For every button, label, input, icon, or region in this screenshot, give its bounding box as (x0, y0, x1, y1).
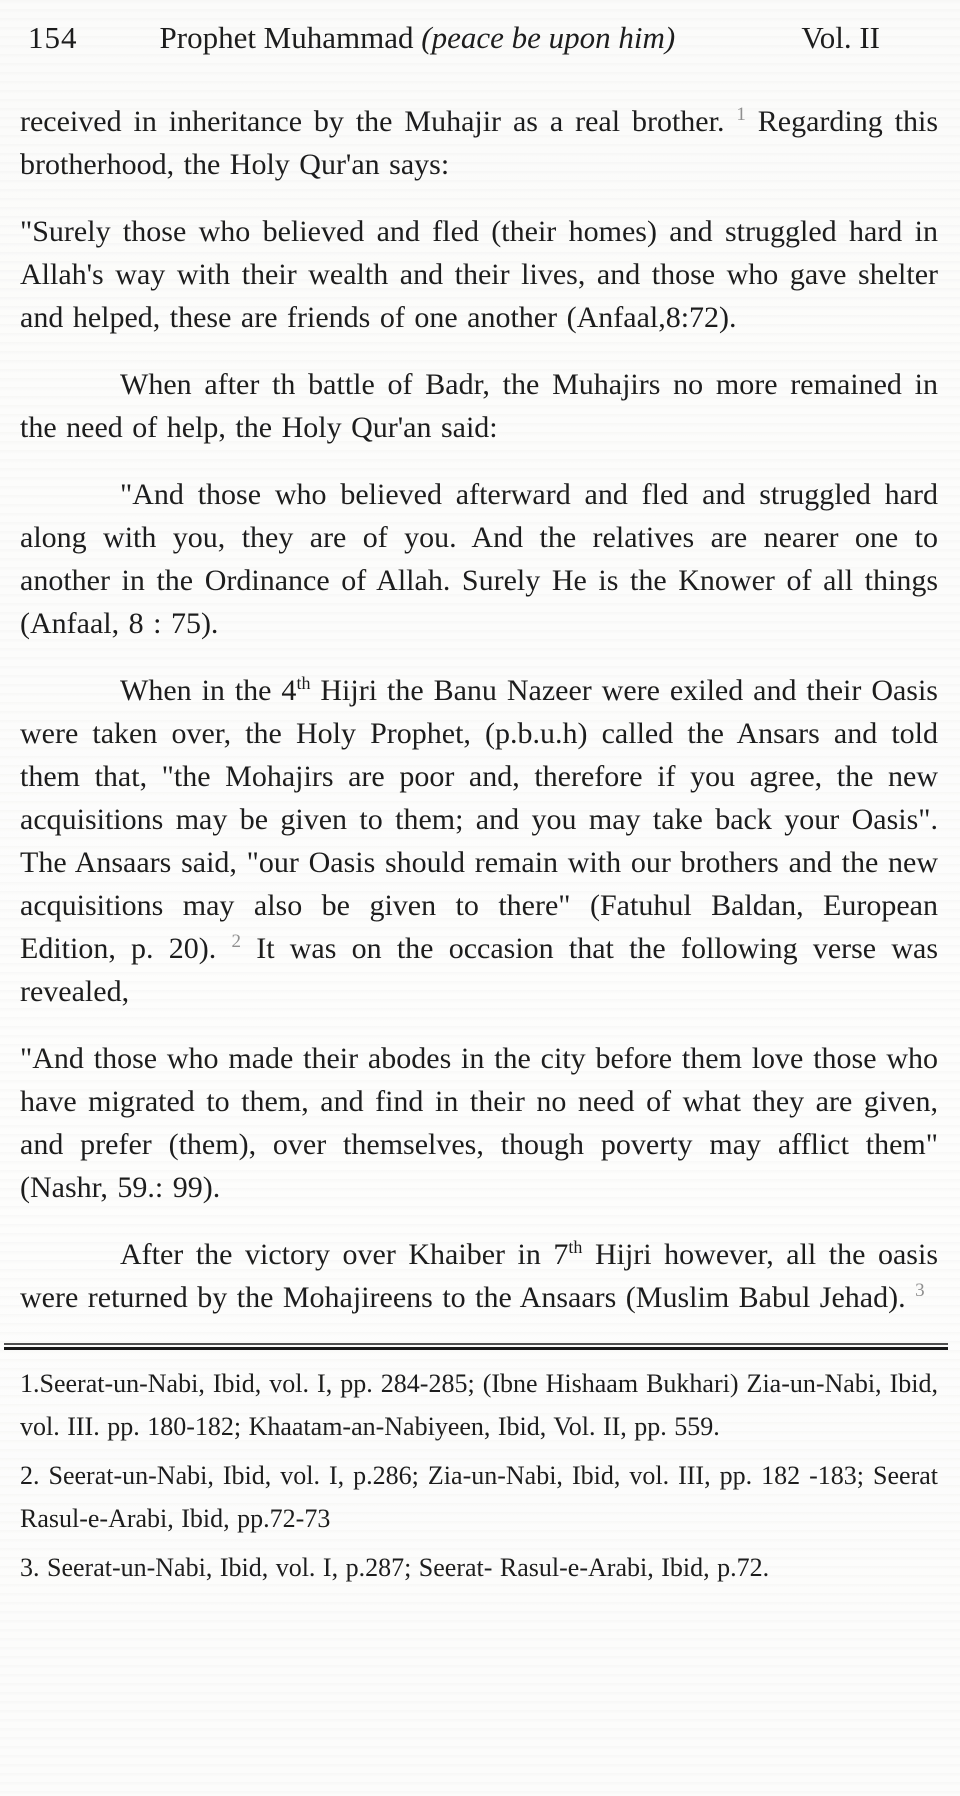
quran-quote-2-inline: "And those who believed afterward and fled and struggled hard along with you, they are of you. And the relatives are nearer one to another in the Ordinance of Allah. Surely He is the Knower of all things (Anfaal, 8 : 75). (20, 478, 938, 640)
paragraph-1-text: received in inheritance by the Muhajir as a real brother. (20, 105, 737, 138)
volume-label: Vol. II (801, 20, 880, 55)
ordinal-superscript-7th: th (568, 1237, 583, 1257)
paragraph-6 (20, 1233, 938, 1319)
book-title-italic: (peace be upon him) (421, 20, 676, 55)
paragraph-1-text-after: Regarding this brotherhood, the Holy Qur'an says: (20, 105, 938, 181)
page-body (20, 100, 938, 1319)
footnote-divider-thin-line (4, 1343, 948, 1345)
paragraph-2: When after th battle of Badr, the Muhajirs no more remained in the need of help, the Holy Qur'an said: (20, 368, 938, 444)
footnote-ref-3: 3 (915, 1280, 925, 1301)
ordinal-superscript-4th: th (296, 673, 311, 693)
footnote-divider (4, 1343, 948, 1350)
paragraph-4-seg2: Hijri the Banu Nazeer were exiled and their Oasis were taken over, the Holy Prophet, (p.b.u.h) called the Ansars and told them that, "the Mohajirs are poor and, therefore if you agree, the new acquisitions may be given to them; and you may take back your Oasis". The Ansaars said, "our Oasis should remain with our brothers and the new acquisitions may also be given to there" (Fatuhul Baldan, European Edition, p. 20). (20, 674, 938, 965)
page-header (20, 20, 938, 56)
book-title-text: Prophet Muhammad (159, 20, 422, 55)
paragraph-4-seg1: When in the 4 (120, 674, 297, 707)
paragraph-1 (20, 100, 938, 186)
footnote-2: 2. Seerat-un-Nabi, Ibid, vol. I, p.286; Zia-un-Nabi, Ibid, vol. III, pp. 182 -183; Seerat Rasul-e-Arabi, Ibid, pp.72-73 (20, 1461, 938, 1533)
footnote-divider-thick-line (4, 1347, 948, 1350)
footnote-1: 1.Seerat-un-Nabi, Ibid, vol. I, pp. 284-285; (Ibne Hishaam Bukhari) Zia-un-Nabi, Ibid, vol. III. pp. 180-182; Khaatam-an-Nabiyeen, Ibid, Vol. II, pp. 559. (20, 1369, 938, 1441)
quran-quote-3: "And those who made their abodes in the city before them love those who have migrated to them, and find in their no need of what they are given, and prefer (them), over themselves, though poverty may afflict them"(Nashr, 59.: 99). (20, 1042, 938, 1204)
page-number: 154 (28, 20, 78, 55)
paragraph-4-seg3: It was on the occasion that the following verse was revealed, (20, 932, 938, 1008)
paragraph-4 (20, 669, 938, 1013)
quran-quote-1: "Surely those who believed and fled (their homes) and struggled hard in Allah's way with their wealth and their lives, and those who gave shelter and helped, these are friends of one another (Anfaal,8:72). (20, 215, 938, 334)
footnotes-section (20, 1362, 938, 1589)
footnote-ref-2: 2 (231, 931, 241, 952)
book-title (160, 20, 676, 56)
footnote-ref-1: 1 (736, 104, 746, 125)
paragraph-6-seg2: Hijri however, all the oasis were returned by the Mohajireens to the Ansaars (Muslim Babul Jehad). (20, 1238, 938, 1314)
paragraph-6-seg1: After the victory over Khaiber in 7 (120, 1238, 569, 1271)
footnote-3: 3. Seerat-un-Nabi, Ibid, vol. I, p.287; Seerat- Rasul-e-Arabi, Ibid, p.72. (20, 1553, 770, 1582)
